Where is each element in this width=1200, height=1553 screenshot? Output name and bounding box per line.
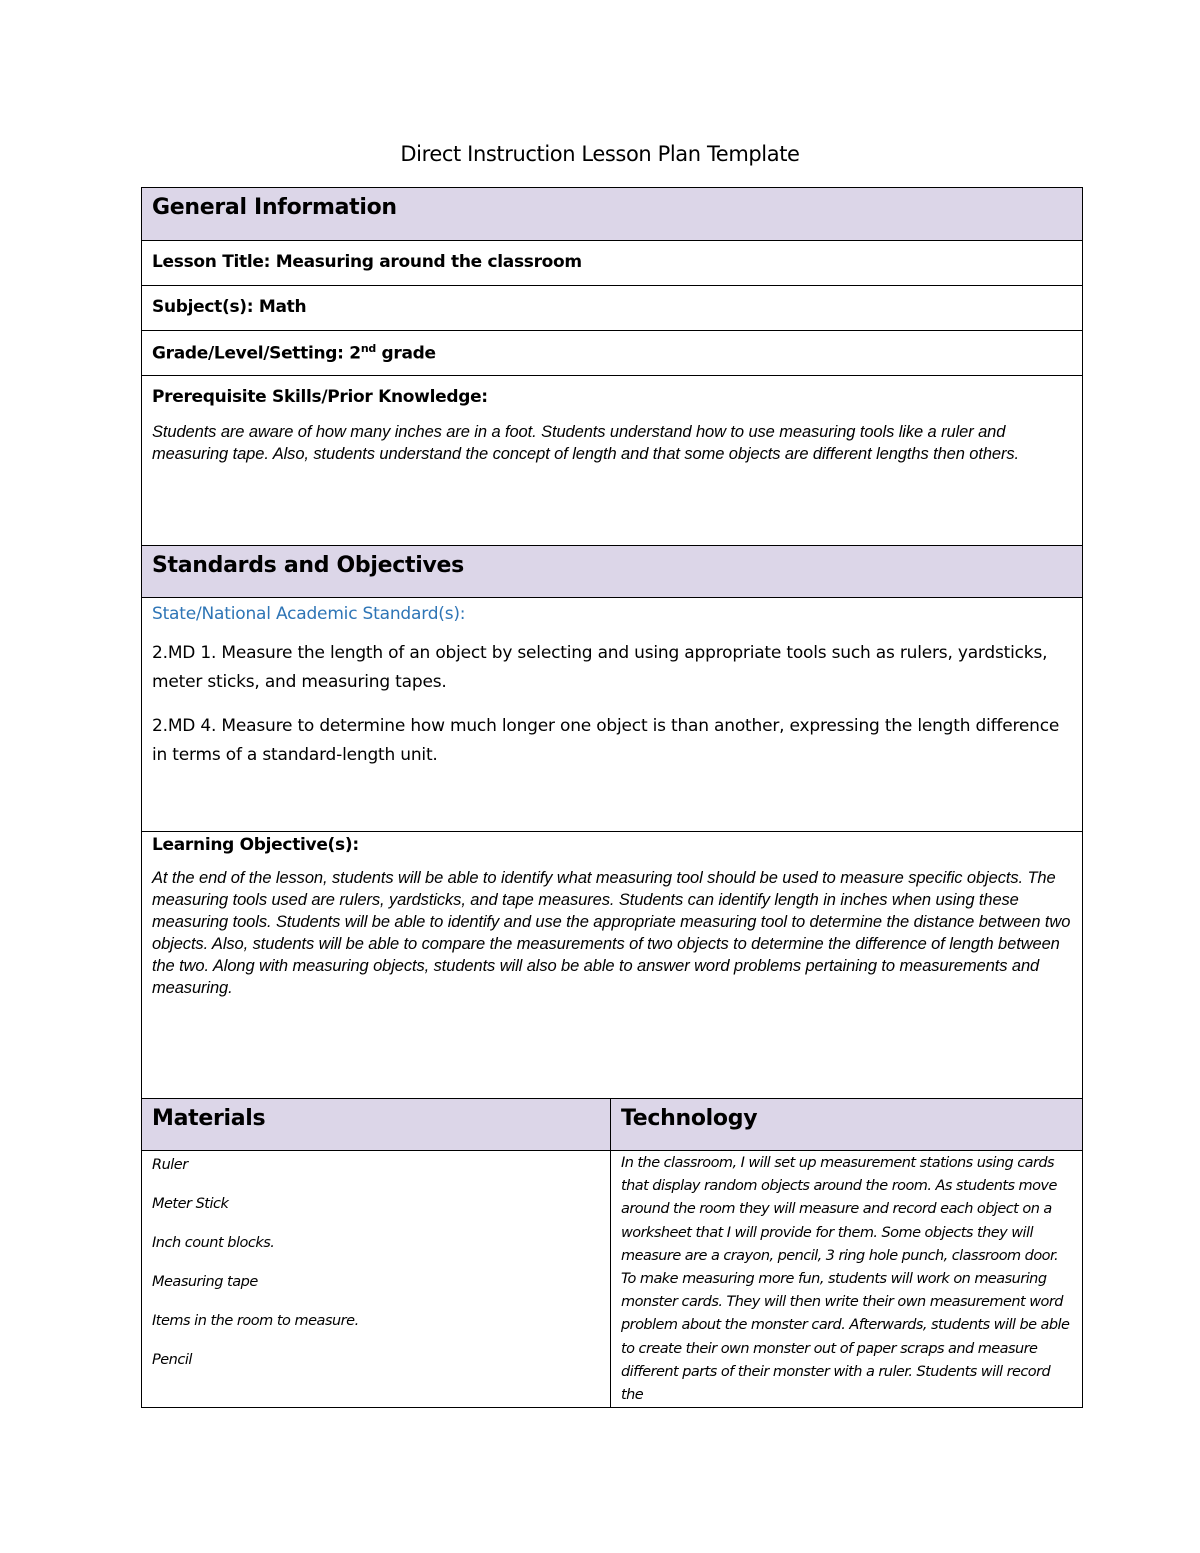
standards-header	[142, 546, 1083, 598]
standard-item: 2.MD 1. Measure the length of an object by selecting and using appropriate tools such as rulers, yardsticks, meter sticks, and measuring tapes.	[152, 643, 1048, 692]
standards-heading: Standards and Objectives	[152, 553, 464, 578]
lesson-title: Lesson Title: Measuring around the classroom	[152, 252, 582, 272]
technology-text: In the classroom, I will set up measurement stations using cards that display random objects around the room. As students move around the room they will measure and record each object on a worksheet that I will provide for them. Some objects they will measure are a crayon, pencil, 3 ring hole punch, classroom door. To make measuring more fun, students will work on measuring monster cards. They will then write their own measurement word problem about the monster card. Afterwards, students will be able to create their own monster out of paper scraps and measure different parts of their monster with a ruler. Students will record the	[621, 1155, 1070, 1404]
technology-header	[611, 1099, 1083, 1151]
prereq-label: Prerequisite Skills/Prior Knowledge:	[152, 387, 488, 407]
grade-prefix: Grade/Level/Setting: 2	[152, 343, 361, 364]
materials-cell	[142, 1151, 611, 1408]
technology-heading: Technology	[621, 1106, 758, 1131]
general-info-header	[142, 188, 1083, 241]
objectives-cell	[142, 832, 1083, 1099]
grade-level	[152, 342, 1072, 364]
lesson-title-cell	[142, 241, 1083, 286]
standards-label: State/National Academic Standard(s):	[152, 604, 466, 624]
objectives-text: At the end of the lesson, students will be able to identify what measuring tool should be used to measure specific objects. The measuring tools used are rulers, yardsticks, and tape measures. Students can identify length in inches when using these measuring tools. Students will be able to identify and use the appropriate measuring tool to determine the distance between two objects. Also, students will be able to compare the measurements of two objects to determine the difference of length between the two. Along with measuring objects, students will also be able to answer word problems pertaining to measurements and measuring.	[152, 869, 1071, 997]
prereq-cell	[142, 376, 1083, 546]
grade-cell	[142, 331, 1083, 376]
standard-item: 2.MD 4. Measure to determine how much longer one object is than another, expressing the length difference in terms of a standard-length unit.	[152, 716, 1060, 765]
lesson-plan-table	[141, 187, 1083, 1408]
materials-list	[152, 1154, 600, 1388]
technology-cell	[611, 1151, 1083, 1408]
materials-header	[142, 1099, 611, 1151]
general-info-heading: General Information	[152, 195, 397, 220]
subjects: Subject(s): Math	[152, 297, 307, 317]
list-item: Items in the room to measure.	[152, 1313, 359, 1329]
grade-suffix: grade	[375, 343, 436, 364]
list-item: Measuring tape	[152, 1274, 258, 1290]
document-title: Direct Instruction Lesson Plan Template	[400, 142, 800, 166]
grade-superscript: nd	[360, 342, 376, 355]
prereq-text: Students are aware of how many inches are in a foot. Students understand how to use measuring tools like a ruler and measuring tape. Also, students understand the concept of length and that some objects are different lengths then others.	[152, 423, 1020, 463]
list-item: Inch count blocks.	[152, 1235, 275, 1251]
list-item: Pencil	[152, 1352, 192, 1368]
standards-cell	[142, 598, 1083, 832]
materials-heading: Materials	[152, 1106, 266, 1131]
subjects-cell	[142, 286, 1083, 331]
list-item: Meter Stick	[152, 1196, 229, 1212]
objectives-label: Learning Objective(s):	[152, 835, 359, 855]
list-item: Ruler	[152, 1157, 188, 1173]
